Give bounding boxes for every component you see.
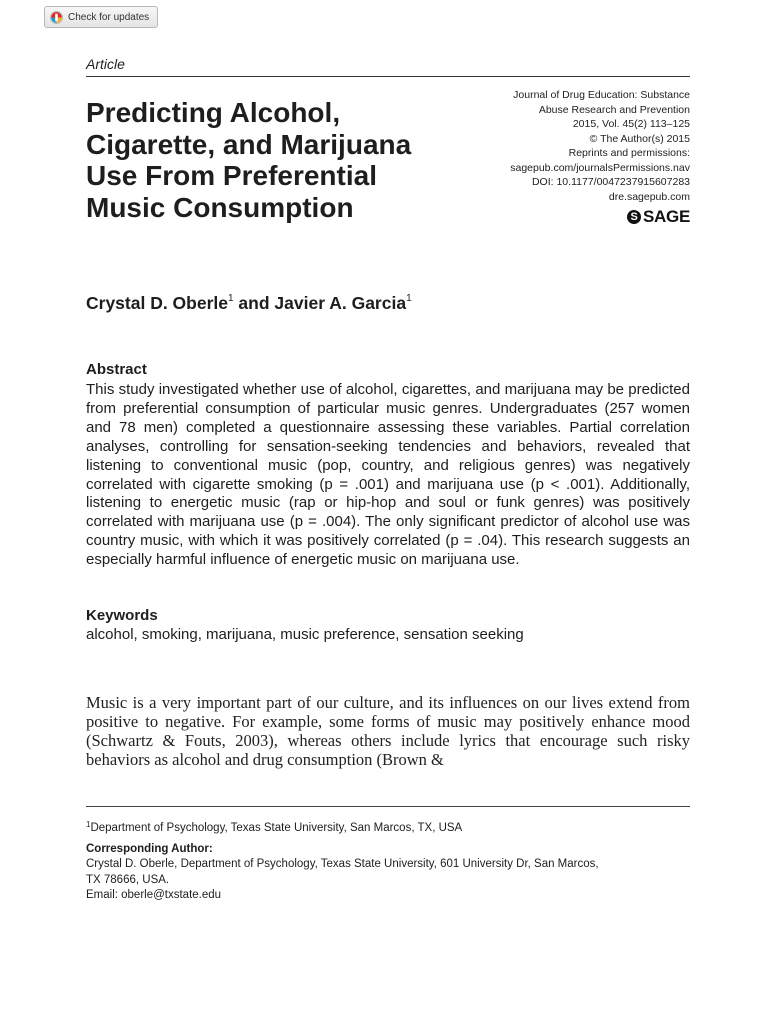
article-title: Predicting Alcohol, Cigarette, and Marijuana Use From Preferential Music Consumption <box>86 97 412 223</box>
journal-info <box>450 88 690 204</box>
journal-volume: 2015, Vol. 45(2) 113–125 <box>572 118 690 130</box>
journal-url[interactable]: dre.sagepub.com <box>608 190 690 203</box>
footnotes <box>86 817 690 904</box>
body-paragraph: Music is a very important part of our culture, and its influences on our lives extend from positive to negative. For example, some forms of music may positively enhance mood (Schwartz & Fouts, 2003), whereas others include lyrics that encourage such risky behaviors as alcohol and drug consumption (Brown & <box>86 693 690 769</box>
sage-logo <box>627 207 690 227</box>
corresponding-address-line-1: Crystal D. Oberle, Department of Psychology, Texas State University, 601 University Dr, San Marcos, <box>86 858 599 870</box>
corresponding-address-line-2: TX 78666, USA. <box>86 873 170 886</box>
affiliation-text: Department of Psychology, Texas State University, San Marcos, TX, USA <box>90 822 463 834</box>
footnote-divider <box>86 806 690 807</box>
check-for-updates-button[interactable] <box>44 6 158 28</box>
abstract-heading: Abstract <box>86 361 147 378</box>
author-1: Crystal D. Oberle <box>86 293 228 313</box>
affiliation-note <box>86 817 690 837</box>
corresponding-email[interactable]: Email: oberle@txstate.edu <box>86 889 222 901</box>
author-1-affiliation: 1 <box>228 293 234 304</box>
abstract-text: This study investigated whether use of alcohol, cigarettes, and marijuana may be predicted from preferential consumption of particular music genres. Undergraduates (257 women and 78 men) completed a questionnaire assessing these variables. Partial correlation analyses, controlling for sensation-seeking tendencies and behaviors, revealed that listening to conventional music (pop, country, and religious genres) was negatively correlated with cigarette smoking (p = .001) and marijuana use (p < .001). Additionally, listening to energetic music (rap or hip-hop and soul or funk genres) was positively correlated with marijuana use (p = .004). The only significant predictor of alcohol use was country music, with which it was positively correlated (p = .04). This research suggests an especially harmful influence of energetic music on marijuana use. <box>86 381 690 569</box>
article-type-label: Article <box>86 56 125 72</box>
author-2: Javier A. Garcia <box>274 293 407 313</box>
author-line <box>86 293 412 314</box>
permissions-url[interactable]: sagepub.com/journalsPermissions.nav <box>510 161 690 174</box>
header-divider <box>86 76 690 77</box>
affiliation-marker: 1 <box>86 820 91 829</box>
corresponding-author-heading: Corresponding Author: <box>86 842 213 855</box>
doi-line[interactable]: DOI: 10.1177/0047237915607283 <box>531 176 690 188</box>
sage-logo-icon: S <box>627 210 641 224</box>
sage-logo-text: SAGE <box>643 207 690 226</box>
journal-name-line-2: Abuse Research and Prevention <box>538 103 690 116</box>
keywords-list: alcohol, smoking, marijuana, music preference, sensation seeking <box>86 626 524 643</box>
copyright-line: © The Author(s) 2015 <box>589 132 690 145</box>
keywords-heading: Keywords <box>86 607 158 624</box>
crossmark-icon <box>50 11 63 24</box>
journal-name-line-1: Journal of Drug Education: Substance <box>513 89 690 101</box>
reprints-line: Reprints and permissions: <box>568 147 690 159</box>
author-2-affiliation: 1 <box>406 293 412 304</box>
check-for-updates-label: Check for updates <box>68 11 150 23</box>
author-joiner: and <box>233 293 275 313</box>
